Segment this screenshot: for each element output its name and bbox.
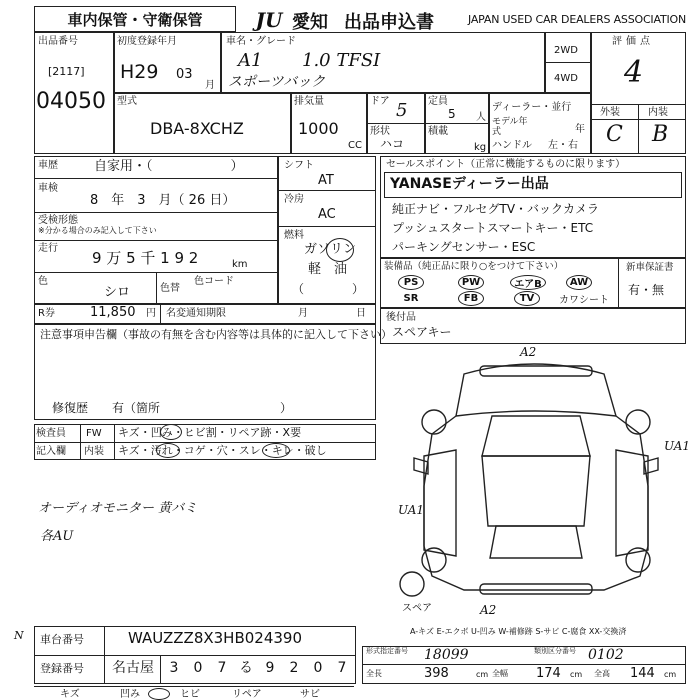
category-label: 類別区分番号: [534, 647, 576, 655]
repair-history: 修復歴 有（箇所 ）: [52, 401, 293, 415]
handwritten-note-1: オーディオモニター 黄バミ: [38, 501, 198, 516]
notice-day: 日: [356, 308, 366, 319]
shape-label: 形状: [370, 126, 390, 137]
car-windshield: [482, 416, 590, 456]
capacity-label: 定員: [428, 96, 448, 107]
mileage-unit: km: [232, 259, 248, 270]
mark-circle-scuff: [262, 443, 290, 458]
type-label: 型式: [117, 96, 137, 107]
sales-headline: YANASEディーラー出品: [390, 176, 549, 192]
fuel-other: （ ）: [292, 282, 365, 296]
plate-char-6: 2: [289, 660, 299, 676]
handwritten-note-2: 各AU: [40, 529, 74, 544]
grade-score: 4: [624, 55, 644, 90]
notice-month: 月: [298, 308, 308, 319]
equip-tv: TV: [514, 291, 540, 306]
sales-item-2: プッシュスタートスマートキー・ETC: [392, 221, 594, 235]
height-label: 全高: [594, 669, 610, 678]
fuel-label: 燃料: [284, 230, 304, 241]
accept-label: 受検形態: [38, 215, 78, 226]
car-cabin: [482, 456, 590, 526]
chassis-value: WAUZZZ8X3HB024390: [128, 629, 303, 647]
model-grade: 1.0 TFSI: [302, 50, 381, 71]
color-swap: 色替: [160, 283, 180, 294]
ac-value: AC: [318, 207, 336, 222]
doors-value: 5: [396, 100, 408, 121]
equip-airbag: エアB: [510, 275, 546, 290]
spare-tire: [400, 572, 424, 596]
inspection-label: 車検: [38, 183, 58, 194]
equip-ps: PS: [398, 275, 424, 290]
mileage-value: 9 万 5 千 1 9 2: [92, 249, 199, 267]
fuel-diesel: 軽 油: [308, 262, 348, 277]
damage-mark-right: UA1: [664, 439, 691, 453]
fw-items: キズ・凹み・ヒビ割・リペア跡・X要: [118, 426, 302, 439]
damage-mark-front: A2: [520, 345, 537, 359]
length-unit: cm: [476, 670, 489, 679]
registration-year: H29: [120, 61, 159, 83]
car-diagram: [384, 346, 691, 617]
drive-4wd: 4WD: [554, 73, 578, 84]
accessories-label: 後付品: [386, 312, 416, 323]
interior-items: キズ・汚れ・コゲ・穴・スレ・キレ・破し: [118, 444, 327, 457]
equip-sr: SR: [403, 292, 419, 304]
fuel-selection-circle: [326, 238, 354, 262]
exterior-grade: C: [606, 122, 623, 147]
car-rear-bumper: [480, 584, 592, 594]
load-label: 積載: [428, 126, 448, 137]
plate-char-3: 7: [217, 660, 227, 676]
lot-sub: [2117]: [48, 65, 85, 78]
width-value: 174: [536, 666, 561, 681]
wheel-front-right: [626, 410, 650, 434]
handle-lr: 左・右: [548, 140, 578, 151]
month-unit: 月: [205, 80, 215, 91]
recycle-unit: 円: [146, 308, 156, 319]
ju-logo: JU: [255, 8, 283, 32]
lot-number: 04050: [36, 89, 106, 114]
dealer-label: ディーラー・並行: [492, 102, 572, 113]
footer-item-5: サビ: [300, 689, 320, 700]
drive-2wd: 2WD: [554, 45, 578, 56]
brand-label: 愛知: [292, 12, 328, 33]
equip-pw: PW: [458, 275, 484, 290]
footer-item-1: キズ: [60, 689, 80, 700]
plate-char-4: る: [239, 660, 253, 676]
history-value: 自家用・（ ）: [94, 159, 244, 174]
height-unit: cm: [664, 670, 677, 679]
width-unit: cm: [570, 670, 583, 679]
model-year-unit: 年: [575, 124, 585, 135]
model-year-label: モデル年式: [492, 117, 528, 137]
sales-item-3: パーキングセンサー・ESC: [392, 240, 536, 254]
registration-month: 03: [176, 67, 193, 82]
damage-mark-rear: A2: [480, 603, 497, 617]
plate-char-2: 0: [193, 660, 203, 676]
equip-kawa-seat: カワシート: [559, 294, 609, 306]
color-label: 色: [38, 276, 48, 287]
sales-points-label: セールスポイント（正常に機能するものに限ります）: [386, 159, 626, 170]
interior-label: 内装: [648, 107, 668, 118]
footer-item-4: リペア: [232, 689, 262, 700]
sales-item-1: 純正ナビ・フルセグTV・バックカメラ: [392, 202, 600, 216]
association-name: JAPAN USED CAR DEALERS ASSOCIATION: [468, 13, 686, 26]
plate-char-8: 7: [337, 660, 347, 676]
plate-label: 登録番号: [40, 662, 84, 675]
recycle-label: R券: [38, 308, 55, 319]
interior-check-label: 内装: [84, 446, 104, 457]
spare-label: スペア: [402, 603, 432, 614]
car-body-outline: [424, 416, 648, 590]
notice-label: 名変通知期限: [166, 308, 226, 319]
color-value: シロ: [104, 285, 131, 300]
ac-label: 冷房: [284, 194, 304, 205]
mark-circle-dent: [160, 424, 182, 440]
new-warranty-value: 有・無: [628, 283, 665, 297]
model-label: 車名・グレード: [226, 36, 296, 47]
car-left-doors: [424, 450, 456, 556]
accessories-value: スペアキー: [392, 325, 452, 339]
history-label: 車歴: [38, 160, 58, 171]
car-rear-window: [490, 526, 582, 558]
equip-fb: FB: [458, 291, 484, 306]
type-value: DBA-8XCHZ: [150, 119, 244, 138]
color-code-label: 色コード: [194, 276, 234, 287]
displacement-value: 1000: [298, 119, 339, 138]
capacity-unit: 人: [476, 112, 486, 123]
certified-value: 18099: [424, 647, 469, 663]
footer-item-3: ヒビ: [180, 689, 200, 700]
mileage-label: 走行: [38, 243, 58, 254]
damage-legend: A-キズ E-エクボ U-凹み W-補修跡 S-サビ C-腐食 XX-交換済: [410, 627, 627, 636]
recycle-value: 11,850: [90, 305, 136, 320]
height-value: 144: [630, 666, 655, 681]
displacement-unit: CC: [348, 140, 362, 151]
model-name: A1: [238, 50, 263, 71]
damage-mark-left: UA1: [398, 503, 425, 517]
n-mark: N: [14, 629, 24, 642]
interior-grade: B: [652, 122, 669, 147]
new-warranty-label: 新車保証書: [626, 262, 674, 273]
fw-label: FW: [86, 428, 102, 439]
storage-label: 車内保管・守衛保管: [34, 6, 236, 32]
exterior-label: 外装: [600, 107, 620, 118]
shift-label: シフト: [284, 160, 314, 171]
plate-char-5: 9: [265, 660, 275, 676]
capacity-value: 5: [448, 107, 456, 121]
load-unit: kg: [474, 142, 487, 153]
mark-circle-dirt: [156, 443, 180, 458]
model-variant: スポーツバック: [228, 74, 326, 90]
equipment-label: 装備品（純正品に限り○をつけて下さい）: [384, 261, 564, 272]
car-right-doors: [616, 450, 648, 556]
footer-item-2: 凹み: [120, 689, 140, 700]
footer-circle: [148, 688, 170, 700]
chassis-label: 車台番号: [40, 633, 84, 646]
notes-label: 注意事項申告欄（事故の有無を含む内容等は具体的に記入して下さい）: [40, 328, 392, 341]
grade-label: 評価点: [612, 36, 654, 47]
accept-note: ※分かる場合のみ記入して下さい: [38, 226, 157, 235]
length-label: 全長: [366, 669, 382, 678]
length-value: 398: [424, 666, 449, 681]
equip-aw: AW: [566, 275, 592, 290]
plate-city: 名古屋: [112, 660, 154, 676]
wheel-front-left: [422, 410, 446, 434]
certified-label: 形式指定番号: [366, 647, 408, 655]
displacement-label: 排気量: [294, 96, 324, 107]
plate-char-7: 0: [313, 660, 323, 676]
plate-char-1: 3: [169, 660, 179, 676]
handle-label: ハンドル: [492, 140, 532, 151]
lot-label: 出品番号: [38, 36, 78, 47]
registration-label: 初度登録年月: [117, 36, 177, 47]
shape-value: ハコ: [380, 137, 405, 151]
width-label: 全幅: [492, 669, 508, 678]
fuel-gasoline: ガソリン: [304, 242, 357, 257]
form-title: 出品申込書: [344, 12, 434, 33]
doors-label: ドア: [370, 96, 390, 107]
inspection-value: 8 年 3 月（ 26 日）: [90, 193, 236, 208]
shift-value: AT: [318, 173, 334, 188]
record-label: 記入欄: [36, 446, 66, 457]
category-value: 0102: [588, 647, 624, 663]
inspector-label: 検査員: [36, 428, 66, 439]
